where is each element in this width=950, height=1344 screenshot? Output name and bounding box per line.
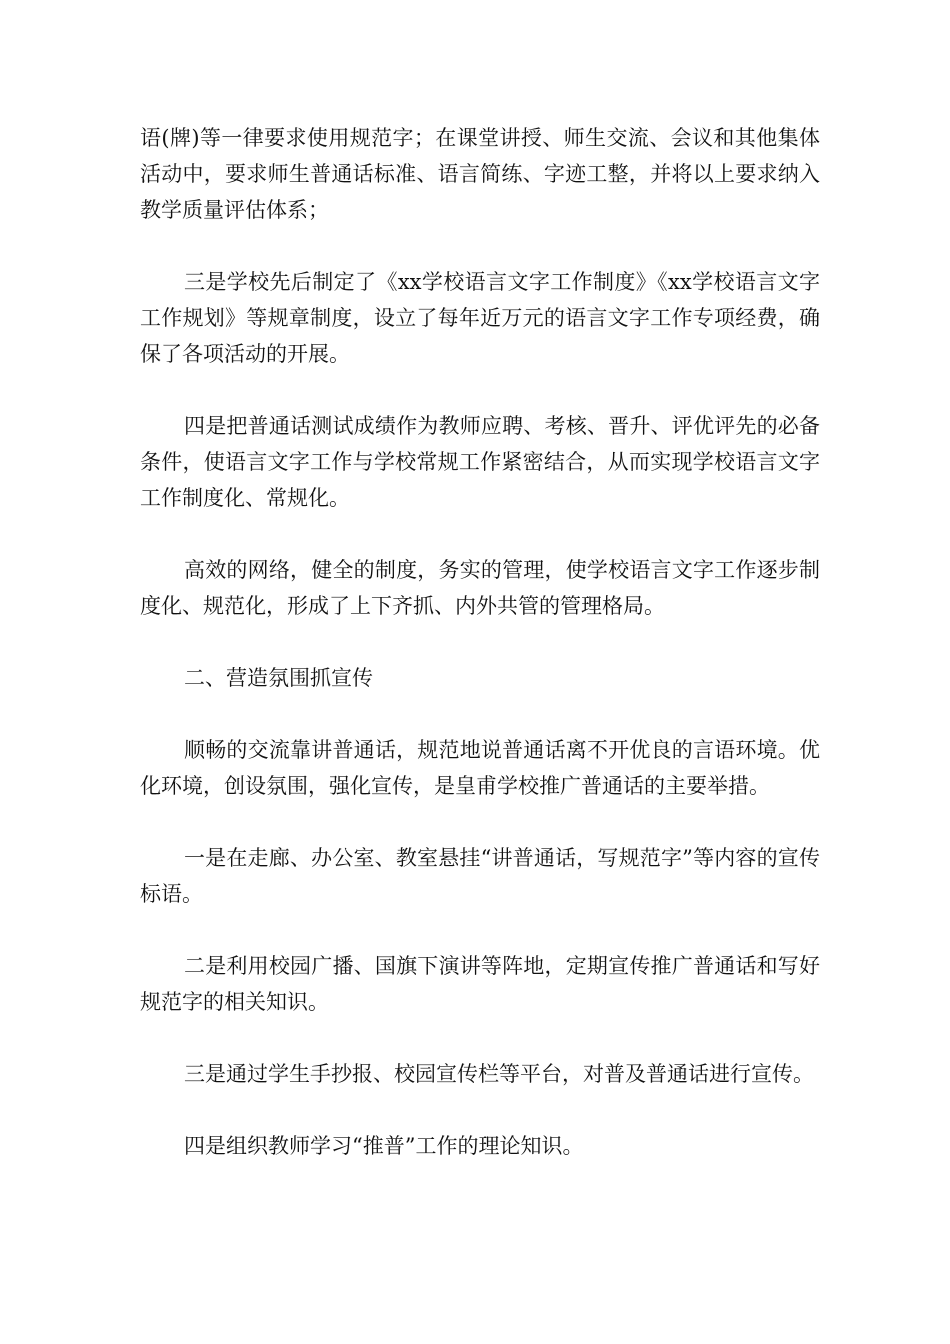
paragraph-rules: 三是学校先后制定了《xx学校语言文字工作制度》《xx学校语言文字工作规划》等规章制度，设立了每年近万元的语言文字工作专项经费，确保了各项活动的开展。 xyxy=(140,270,820,366)
paragraph-environment: 顺畅的交流靠讲普通话，规范地说普通话离不开优良的言语环境。优化环境，创设氛围，强化宣传，是皇甫学校推广普通话的主要举措。 xyxy=(140,738,820,798)
paragraph-teacher-study: 四是组织教师学习“推普”工作的理论知识。 xyxy=(184,1134,584,1158)
paragraph-assessment: 四是把普通话测试成绩作为教师应聘、考核、晋升、评优评先的必备条件，使语言文字工作与学校常规工作紧密结合，从而实现学校语言文字工作制度化、常规化。 xyxy=(140,414,820,510)
paragraph-slogans: 一是在走廊、办公室、教室悬挂“讲普通话，写规范字”等内容的宣传标语。 xyxy=(140,846,820,906)
paragraph-bulletin: 三是通过学生手抄报、校园宣传栏等平台，对普及普通话进行宣传。 xyxy=(184,1062,814,1086)
paragraph-summary: 高效的网络，健全的制度，务实的管理，使学校语言文字工作逐步制度化、规范化，形成了上下齐抓、内外共管的管理格局。 xyxy=(140,558,820,618)
document-page xyxy=(140,120,820,1200)
paragraph-broadcast: 二是利用校园广播、国旗下演讲等阵地，定期宣传推广普通话和写好规范字的相关知识。 xyxy=(140,954,820,1014)
paragraph-continued: 语(牌)等一律要求使用规范字；在课堂讲授、师生交流、会议和其他集体活动中，要求师生普通话标准、语言简练、字迹工整，并将以上要求纳入教学质量评估体系； xyxy=(140,126,820,222)
section-heading: 二、营造氛围抓宣传 xyxy=(184,666,373,690)
